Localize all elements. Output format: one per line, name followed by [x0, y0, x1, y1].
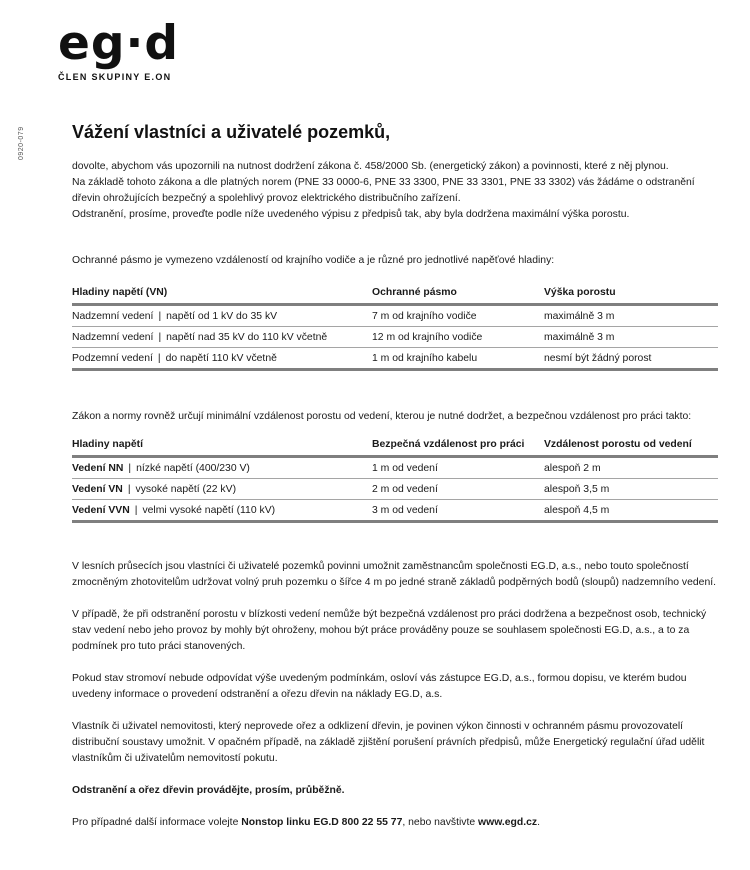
- growth-distance-cell: alespoň 2 m: [544, 457, 718, 479]
- intro-line: dovolte, abychom vás upozornili na nutnost dodržení zákona č. 458/2000 Sb. (energetický zákon) a povinnosti, které z něj plynou.: [72, 161, 669, 172]
- safe-distance-cell: 1 m od vedení: [372, 457, 544, 479]
- body-paragraph: Vlastník či uživatel nemovitosti, který neprovede ořez a odklizení dřevin, je povinen výkon činnosti v ochranném pásmu provozovatelí distribuční soustavy umožnit. V opačném případě, na základě zjištění porušení právních předpisů, může Energetický regulační úřad udělit vlastníkům či uživatelům nemovitostí pokutu.: [72, 721, 705, 764]
- body-paragraph: Pokud stav stromoví nebude odpovídat výše uvedeným podmínkám, osloví vás zástupce EG.D, a.s., formou dopisu, ve kterém budou uvedeny informace o provedení odstranění a ořezu dřevin na náklady EG.D, a.s.: [72, 673, 687, 700]
- table-header: Bezpečná vzdálenost pro práci: [372, 433, 544, 457]
- closing-note: Odstranění a ořez dřevin provádějte, prosím, průběžně.: [72, 785, 345, 796]
- table-row: [72, 457, 718, 479]
- protection-zone-table: [72, 281, 718, 371]
- body-text: [72, 559, 718, 831]
- intro-line: Odstranění, prosíme, proveďte podle níže uvedeného výpisu z předpisů tak, aby byla dodržena maximální výška porostu.: [72, 209, 630, 220]
- table-header: Hladiny napětí: [72, 433, 372, 457]
- voltage-cell: Vedení NN | nízké napětí (400/230 V): [72, 457, 372, 479]
- zone-cell: 7 m od krajního vodiče: [372, 305, 544, 327]
- growth-distance-cell: alespoň 3,5 m: [544, 479, 718, 500]
- letter-content: [72, 122, 718, 847]
- height-cell: nesmí být žádný porost: [544, 348, 718, 370]
- safe-distance-cell: 2 m od vedení: [372, 479, 544, 500]
- table2-caption: Zákon a normy rovněž určují minimální vzdálenost porostu od vedení, kterou je nutné dodržet, a bezpečnou vzdálenost pro práci takto:: [72, 411, 692, 422]
- table-row: [72, 500, 718, 522]
- table-header: Vzdálenost porostu od vedení: [544, 433, 718, 457]
- zone-cell: 1 m od krajního kabelu: [372, 348, 544, 370]
- table-row: [72, 327, 718, 348]
- voltage-cell: Nadzemní vedení | napětí od 1 kV do 35 kV: [72, 305, 372, 327]
- intro-line: Na základě tohoto zákona a dle platných norem (PNE 33 0000-6, PNE 33 3300, PNE 33 3301, PNE 33 3302) vás žádáme o odstranění dřevin ohrožujících bezpečný a spolehlivý provoz elektrického distribučního zařízení.: [72, 177, 695, 204]
- growth-distance-cell: alespoň 4,5 m: [544, 500, 718, 522]
- table-row: [72, 348, 718, 370]
- body-paragraph: V lesních průsecích jsou vlastníci či uživatelé pozemků povinni umožnit zaměstnancům společnosti EG.D, a.s., nebo touto společností zmocněným zhotovitelům udržovat volný pruh pozemku o šířce 4 m po jedné straně základů podpěrných bodů (sloupů) nadzemního vedení.: [72, 561, 717, 588]
- website-link[interactable]: www.egd.cz: [478, 817, 538, 828]
- letter-title: Vážení vlastníci a uživatelé pozemků,: [72, 122, 391, 142]
- logo-mark: eg·d: [58, 16, 180, 71]
- egd-logo: [58, 14, 179, 82]
- voltage-cell: Vedení VVN | velmi vysoké napětí (110 kV): [72, 500, 372, 522]
- contact-line: Pro případné další informace volejte Nonstop linku EG.D 800 22 55 77, nebo navštivte www.egd.cz.: [72, 817, 541, 828]
- table-header-row: [72, 433, 718, 457]
- table-row: [72, 479, 718, 500]
- body-paragraph: V případě, že při odstranění porostu v blízkosti vedení nemůže být bezpečná vzdálenost pro práci dodržena a bezpečnost osob, technický stav vedení nebo jeho provoz by mohly být ohroženy, mohou být práce prováděny pouze se souhlasem společnosti EG.D, a.s., a to za podmínek pro tuto práci stanovených.: [72, 609, 707, 652]
- table-row: [72, 305, 718, 327]
- height-cell: maximálně 3 m: [544, 327, 718, 348]
- table-header-row: [72, 281, 718, 305]
- zone-cell: 12 m od krajního vodiče: [372, 327, 544, 348]
- table-header: Hladiny napětí (VN): [72, 281, 372, 305]
- intro-paragraph: [72, 159, 718, 223]
- voltage-cell: Vedení VN | vysoké napětí (22 kV): [72, 479, 372, 500]
- height-cell: maximálně 3 m: [544, 305, 718, 327]
- logo-subtitle: ČLEN SKUPINY E.ON: [58, 72, 172, 82]
- document-code: 0920-079: [18, 126, 25, 160]
- table-header: Ochranné pásmo: [372, 281, 544, 305]
- safe-distance-table: [72, 433, 718, 523]
- voltage-cell: Nadzemní vedení | napětí nad 35 kV do 110 kV včetně: [72, 327, 372, 348]
- safe-distance-cell: 3 m od vedení: [372, 500, 544, 522]
- voltage-cell: Podzemní vedení | do napětí 110 kV včetně: [72, 348, 372, 370]
- table1-caption: Ochranné pásmo je vymezeno vzdáleností od krajního vodiče a je různé pro jednotlivé napěťové hladiny:: [72, 255, 555, 266]
- table-header: Výška porostu: [544, 281, 718, 305]
- hotline-number: Nonstop linku EG.D 800 22 55 77: [241, 817, 403, 828]
